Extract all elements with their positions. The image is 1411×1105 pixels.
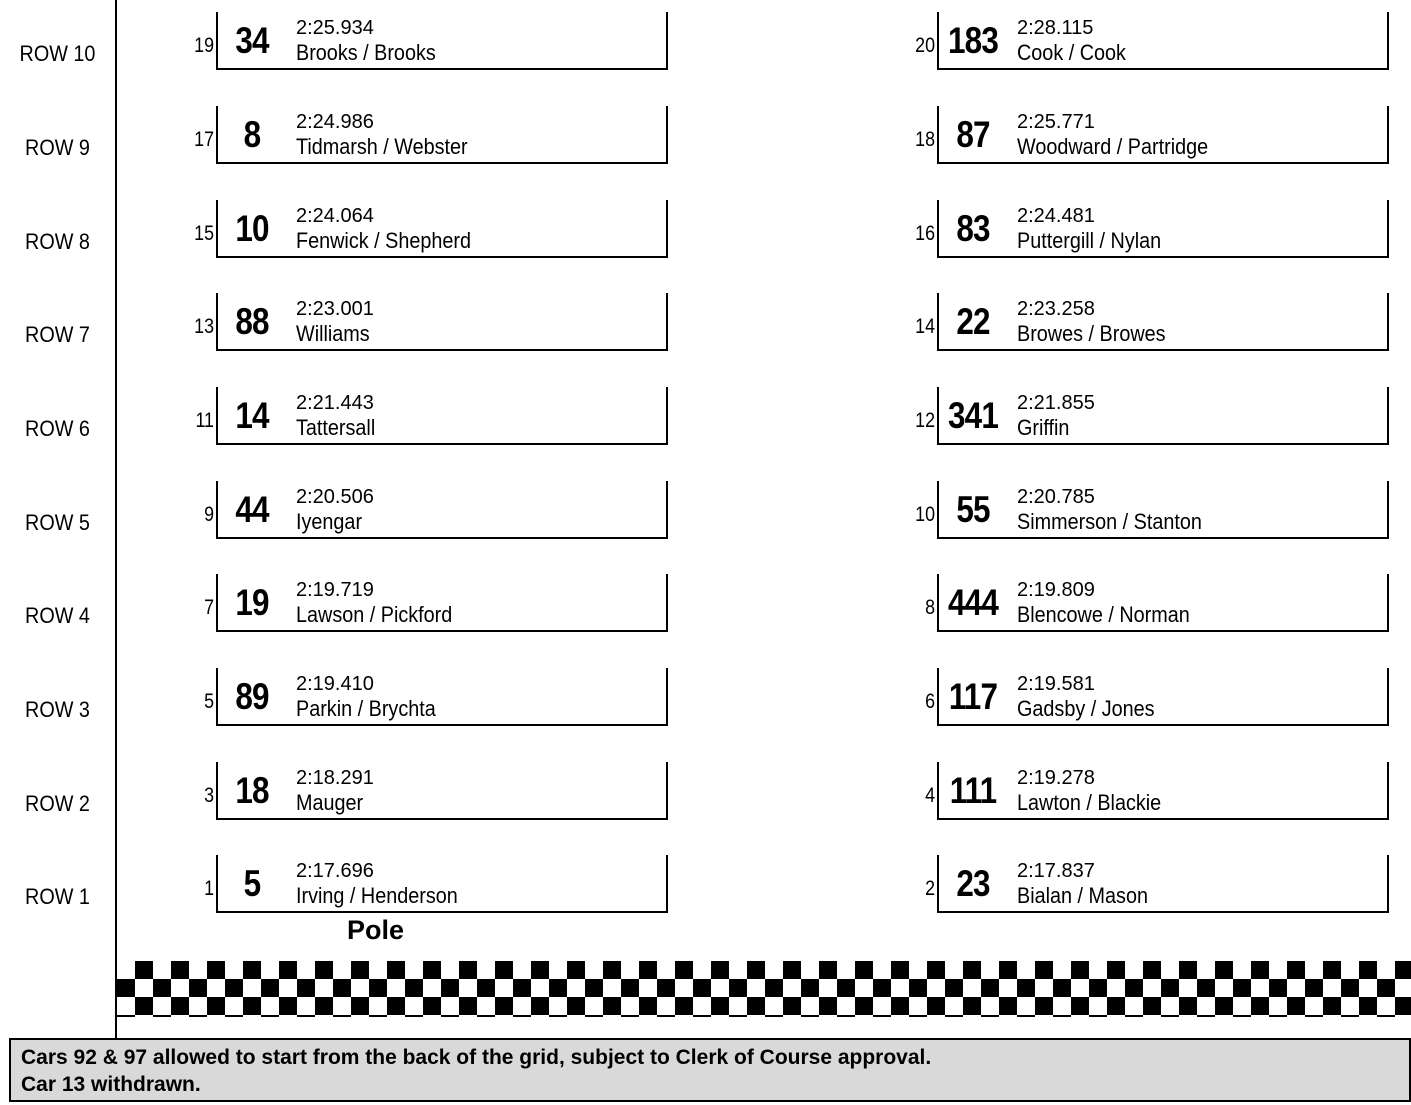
car-number: 44 bbox=[235, 489, 269, 530]
car-number: 5 bbox=[243, 863, 261, 904]
grid-position: 6 bbox=[925, 690, 935, 713]
grid-slot-left bbox=[195, 387, 668, 445]
slot-box bbox=[216, 762, 668, 820]
grid-slot-left bbox=[204, 762, 668, 820]
car-number: 444 bbox=[948, 582, 998, 623]
slot-box bbox=[216, 481, 668, 539]
row-label-3: ROW 3 bbox=[25, 697, 90, 722]
grid-position: 4 bbox=[925, 784, 935, 807]
car-number: 87 bbox=[956, 114, 990, 155]
grid-slot-left bbox=[204, 574, 668, 632]
car-number: 83 bbox=[956, 208, 990, 249]
driver-names: Bialan / Mason bbox=[1017, 883, 1148, 908]
grid-position: 2 bbox=[925, 877, 935, 900]
car-number: 18 bbox=[235, 770, 269, 811]
note-line-2: Car 13 withdrawn. bbox=[21, 1073, 201, 1096]
driver-names: Parkin / Brychta bbox=[296, 696, 436, 721]
grid-position: 1 bbox=[204, 877, 214, 900]
grid-slot-left bbox=[194, 200, 668, 258]
slot-box bbox=[937, 200, 1389, 258]
grid-slot-right bbox=[915, 481, 1389, 539]
grid-slot-left bbox=[194, 106, 668, 164]
driver-names: Williams bbox=[296, 321, 370, 346]
grid-slot-right bbox=[925, 855, 1389, 913]
lap-time: 2:25.934 bbox=[296, 17, 374, 39]
driver-names: Gadsby / Jones bbox=[1017, 696, 1155, 721]
driver-names: Irving / Henderson bbox=[296, 883, 458, 908]
row-label-1: ROW 1 bbox=[25, 884, 90, 909]
lap-time: 2:28.115 bbox=[1017, 17, 1094, 39]
car-number: 111 bbox=[949, 770, 997, 811]
row-label-9: ROW 9 bbox=[25, 135, 90, 160]
grid-position: 17 bbox=[194, 128, 214, 151]
grid-position: 15 bbox=[194, 222, 214, 245]
grid-position: 14 bbox=[915, 315, 935, 338]
grid-notes bbox=[9, 1038, 1411, 1102]
grid-position: 8 bbox=[925, 596, 935, 619]
driver-names: Iyengar bbox=[296, 509, 363, 534]
car-number: 55 bbox=[956, 489, 990, 530]
grid-position: 16 bbox=[915, 222, 935, 245]
grid-divider-line bbox=[115, 0, 117, 1038]
lap-time: 2:25.771 bbox=[1017, 111, 1095, 133]
lap-time: 2:24.481 bbox=[1017, 205, 1095, 227]
slot-box bbox=[216, 12, 668, 70]
grid-slot-right bbox=[925, 668, 1389, 726]
lap-time: 2:24.064 bbox=[296, 205, 374, 227]
driver-names: Tidmarsh / Webster bbox=[296, 134, 468, 159]
slot-box bbox=[216, 668, 668, 726]
slot-box bbox=[216, 387, 668, 445]
row-label-5: ROW 5 bbox=[25, 510, 90, 535]
lap-time: 2:19.410 bbox=[296, 673, 374, 695]
car-number: 34 bbox=[235, 20, 269, 61]
grid-slot-left bbox=[204, 855, 668, 913]
row-label-10: ROW 10 bbox=[19, 41, 96, 66]
slot-box bbox=[216, 293, 668, 351]
driver-names: Cook / Cook bbox=[1017, 40, 1126, 65]
lap-time: 2:17.696 bbox=[296, 860, 374, 882]
grid-position: 11 bbox=[195, 409, 214, 432]
car-number: 341 bbox=[948, 395, 998, 436]
lap-time: 2:18.291 bbox=[296, 767, 374, 789]
grid-slot-left bbox=[204, 481, 668, 539]
driver-names: Lawson / Pickford bbox=[296, 602, 453, 627]
row-label-8: ROW 8 bbox=[25, 229, 90, 254]
lap-time: 2:20.506 bbox=[296, 486, 374, 508]
car-number: 89 bbox=[235, 676, 269, 717]
note-line-1: Cars 92 & 97 allowed to start from the back of the grid, subject to Clerk of Course approval. bbox=[21, 1046, 932, 1069]
driver-names: Brooks / Brooks bbox=[296, 40, 436, 65]
grid-position: 13 bbox=[194, 315, 214, 338]
row-label-7: ROW 7 bbox=[25, 322, 90, 347]
grid-slot-right bbox=[915, 12, 1389, 70]
driver-names: Fenwick / Shepherd bbox=[296, 228, 471, 253]
row-label-6: ROW 6 bbox=[25, 416, 90, 441]
grid-slot-right bbox=[915, 387, 1389, 445]
driver-names: Puttergill / Nylan bbox=[1017, 228, 1162, 253]
grid-position: 12 bbox=[915, 409, 935, 432]
car-number: 14 bbox=[235, 395, 269, 436]
grid-slot-left bbox=[194, 293, 668, 351]
row-label-4: ROW 4 bbox=[25, 603, 90, 628]
driver-names: Lawton / Blackie bbox=[1017, 790, 1162, 815]
lap-time: 2:17.837 bbox=[1017, 860, 1095, 882]
slot-box bbox=[937, 855, 1389, 913]
driver-names: Tattersall bbox=[296, 415, 376, 440]
grid-position: 5 bbox=[204, 690, 214, 713]
lap-time: 2:19.581 bbox=[1017, 673, 1095, 695]
grid-position: 9 bbox=[204, 503, 214, 526]
grid-slot-right bbox=[925, 762, 1389, 820]
driver-names: Blencowe / Norman bbox=[1017, 602, 1190, 627]
lap-time: 2:19.278 bbox=[1017, 767, 1095, 789]
car-number: 88 bbox=[235, 301, 269, 342]
grid-slot-right bbox=[925, 574, 1389, 632]
slot-box bbox=[937, 387, 1389, 445]
driver-names: Woodward / Partridge bbox=[1017, 134, 1209, 159]
car-number: 8 bbox=[243, 114, 261, 155]
car-number: 23 bbox=[956, 863, 990, 904]
driver-names: Griffin bbox=[1017, 415, 1070, 440]
grid-position: 19 bbox=[194, 34, 214, 57]
pole-label: Pole bbox=[347, 915, 405, 945]
lap-time: 2:23.258 bbox=[1017, 298, 1095, 320]
driver-names: Browes / Browes bbox=[1017, 321, 1166, 346]
lap-time: 2:24.986 bbox=[296, 111, 374, 133]
grid-position: 20 bbox=[915, 34, 935, 57]
car-number: 183 bbox=[948, 20, 998, 61]
lap-time: 2:19.809 bbox=[1017, 579, 1095, 601]
car-number: 22 bbox=[956, 301, 990, 342]
grid-position: 7 bbox=[204, 596, 214, 619]
car-number: 10 bbox=[235, 208, 269, 249]
lap-time: 2:21.443 bbox=[296, 392, 374, 414]
checkered-flag-strip bbox=[117, 961, 1411, 1017]
grid-slot-left bbox=[204, 668, 668, 726]
driver-names: Simmerson / Stanton bbox=[1017, 509, 1202, 534]
slot-box bbox=[937, 762, 1389, 820]
car-number: 19 bbox=[235, 582, 269, 623]
grid-position: 3 bbox=[204, 784, 214, 807]
slot-box bbox=[937, 12, 1389, 70]
lap-time: 2:20.785 bbox=[1017, 486, 1095, 508]
car-number: 117 bbox=[948, 676, 998, 717]
lap-time: 2:21.855 bbox=[1017, 392, 1095, 414]
grid-position: 18 bbox=[915, 128, 935, 151]
grid-position: 10 bbox=[915, 503, 935, 526]
grid-slot-right bbox=[915, 106, 1389, 164]
lap-time: 2:23.001 bbox=[296, 298, 374, 320]
driver-names: Mauger bbox=[296, 790, 364, 815]
grid-slot-left bbox=[194, 12, 668, 70]
row-label-2: ROW 2 bbox=[25, 791, 90, 816]
grid-slot-right bbox=[915, 200, 1389, 258]
grid-slot-right bbox=[915, 293, 1389, 351]
lap-time: 2:19.719 bbox=[296, 579, 374, 601]
slot-box bbox=[937, 668, 1389, 726]
